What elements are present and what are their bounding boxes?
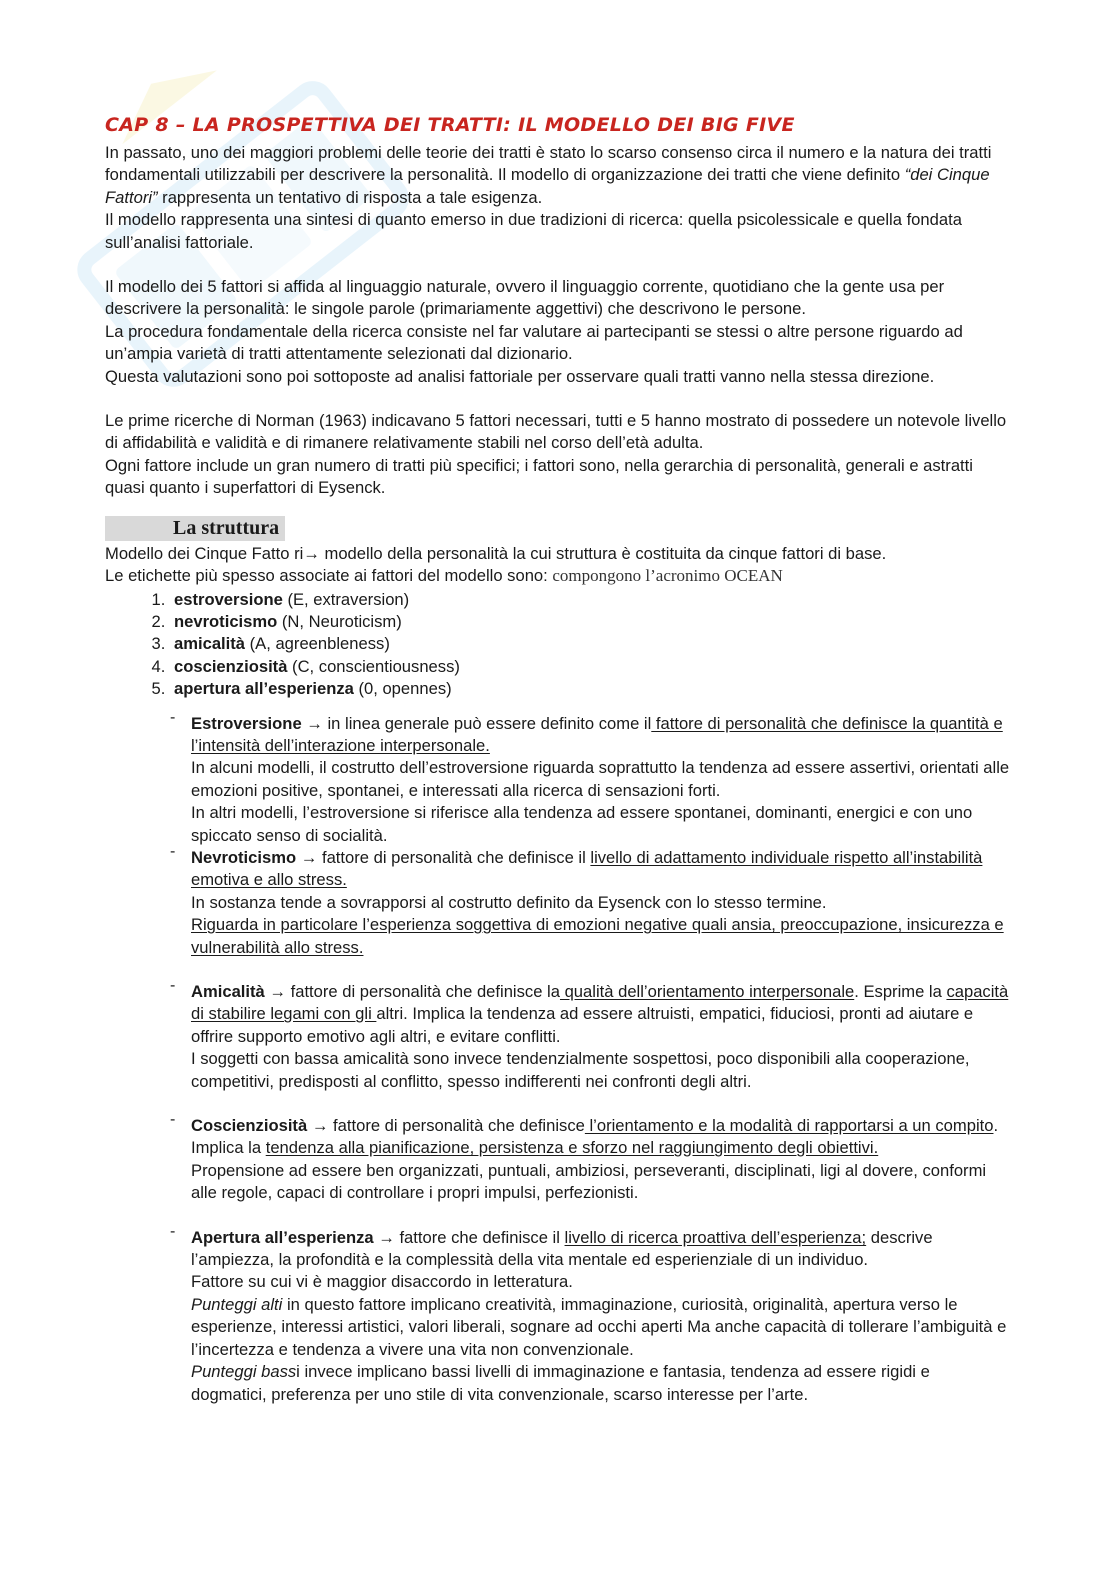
- structure-line-2: Le etichette più spesso associate ai fattori del modello sono: compongono l’acronimo OCEAN: [105, 566, 783, 586]
- intro-paragraph-3: Il modello dei 5 fattori si affida al linguaggio naturale, ovvero il linguaggio corrente, quotidiano che la gente usa per descrivere la personalità: le singole parole (primariamente aggettivi) che descrivono le persone.: [105, 277, 945, 319]
- section-heading-structure: La struttura: [105, 516, 285, 541]
- intro-paragraph-6: Le prime ricerche di Norman (1963) indicavano 5 fattori necessari, tutti e 5 hanno mostrato di possedere un notevole livello di affidabilità e validità e di rimanere relativamente stabili nel corso dell’età adulta.: [105, 411, 1007, 453]
- list-item: 2. nevroticismo (N, Neuroticism): [170, 611, 1010, 633]
- trait-apertura: - Apertura all’esperienza → fattore che definisce il livello di ricerca proattiva dell’esperienza; descrive l’ampiezza, la profondità e la complessità della vita mentale ed esperienziale di un individuo. Fattore su cui vi è maggior disaccordo in letteratura. Punteggi alti in questo fattore implicano creatività, immaginazione, curiosità, originalità, apertura verso le esperienze, interessi artistici, valori liberali, sognare ad occhi aperti Ma anche capacità di tollerare l’ambiguità e l’incertezza e tendenza a vivere una vita non convenzionale. Punteggi bassi invece implicano bassi livelli di immaginazione e fantasia, tendenza ad essere rigidi e dogmatici, preferenza per uno stile di vita convenzionale, scarso interesse per l’arte.: [170, 1227, 1010, 1406]
- document-page: [105, 112, 1010, 1406]
- structure-line-1: Modello dei Cinque Fatto ri→ modello della personalità la cui struttura è costituita da cinque fattori di base.: [105, 543, 887, 563]
- list-item: 5. apertura all’esperienza (0, opennes): [170, 678, 1010, 700]
- trait-nevroticismo: - Nevroticismo → fattore di personalità che definisce il livello di adattamento individuale rispetto all’instabilità emotiva e allo stress. In sostanza tende a sovrapporsi al costrutto definito da Eysenck con lo stesso termine. Riguarda in particolare l’esperienza soggettiva di emozioni negative quali ansia, preoccupazione, insicurezza e vulnerabilità allo stress.: [170, 847, 1010, 959]
- factors-list: [105, 589, 1010, 1406]
- intro-paragraph-7: Ogni fattore include un gran numero di tratti più specifici; i fattori sono, nella gerarchia di personalità, generali e astratti quasi quanto i superfattori di Eysenck.: [105, 455, 973, 498]
- intro-paragraph-1: In passato, uno dei maggiori problemi delle teorie dei tratti è stato lo scarso consenso circa il numero e la natura dei tratti fondamentali utilizzabili per descrivere la personalità. Il modello di organizzazione dei tratti che viene definito “dei Cinque Fattori” rappresenta un tentativo di risposta a tale esigenza.: [105, 143, 992, 207]
- intro-paragraph-2: Il modello rappresenta una sintesi di quanto emerso in due tradizioni di ricerca: quella psicolessicale e quella fondata sull’analisi fattoriale.: [105, 210, 962, 252]
- intro-paragraph-5: Questa valutazioni sono poi sottoposte ad analisi fattoriale per osservare quali tratti vanno nella stessa direzione.: [105, 366, 935, 386]
- intro-paragraph-4: La procedura fondamentale della ricerca consiste nel far valutare ai partecipanti se stessi o altre persone riguardo ad un’ampia varietà di tratti attentamente selezionati dal dizionario.: [105, 321, 963, 364]
- traits-list: [170, 713, 1010, 1406]
- trait-amicalita: - Amicalità → fattore di personalità che definisce la qualità dell’orientamento interpersonale. Esprime la capacità di stabilire legami con gli altri. Implica la tendenza ad essere altruisti, empatici, fiduciosi, pronti ad aiutare e offrire supporto emotivo agli altri, e evitare conflitti. I soggetti con bassa amicalità sono invece tendenzialmente sospettosi, poco disponibili alla cooperazione, competitivi, predisposti al conflitto, spesso indifferenti nei confronti degli altri.: [170, 981, 1010, 1093]
- chapter-title: CAP 8 – LA PROSPETTIVA DEI TRATTI: IL MODELLO DEI BIG FIVE: [105, 114, 795, 136]
- list-item: 4. coscienziosità (C, conscientiousness): [170, 656, 1010, 678]
- list-item: 1. estroversione (E, extraversion): [170, 589, 1010, 611]
- trait-estroversione: - Estroversione → in linea generale può essere definito come il fattore di personalità che definisce la quantità e l’intensità dell’interazione interpersonale. In alcuni modelli, il costrutto dell’estroversione riguarda soprattutto la tendenza ad essere assertivi, orientati alle emozioni positive, spontanei, e interessati alla ricerca di sensazioni forti. In altri modelli, l’estroversione si riferisce alla tendenza ad essere spontanei, dominanti, energici e con uno spiccato senso di socialità.: [170, 713, 1010, 847]
- trait-coscienziosita: - Coscienziosità → fattore di personalità che definisce l’orientamento e la modalità di rapportarsi a un compito. Implica la tendenza alla pianificazione, persistenza e sforzo nel raggiungimento degli obiettivi. Propensione ad essere ben organizzati, puntuali, ambiziosi, perseveranti, disciplinati, ligi al dovere, conformi alle regole, capaci di controllare i propri impulsi, perfezionisti.: [170, 1115, 1010, 1205]
- list-item: 3. amicalità (A, agreenbleness): [170, 633, 1010, 655]
